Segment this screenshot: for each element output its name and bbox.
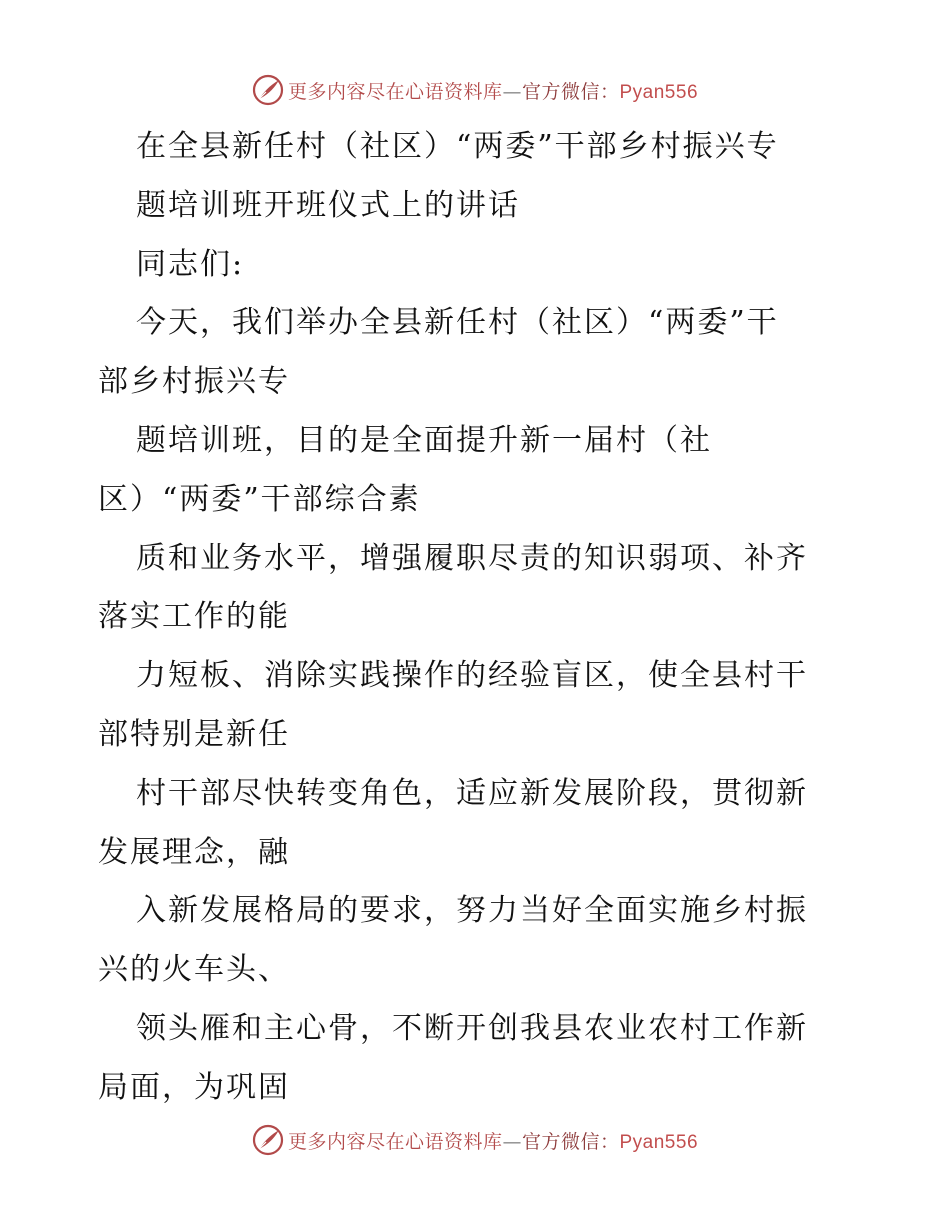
watermark-banner-top (0, 70, 950, 110)
watermark-text (288, 77, 698, 104)
salutation: 同志们: (136, 246, 245, 282)
paragraph-line: 质和业务水平，增强履职尽责的知识弱项、补齐 (136, 540, 808, 576)
watermark-wechat-label: 官方微信： (521, 1130, 620, 1153)
paragraph-line: 今天，我们举办全县新任村（社区）“两委”干 (136, 305, 779, 341)
document-title-line-2: 题培训班开班仪式上的讲话 (136, 187, 520, 223)
watermark-wechat-label: 官方微信： (521, 80, 620, 103)
watermark-dash: — (502, 1130, 522, 1153)
paragraph-line: 题培训班，目的是全面提升新一届村（社 (136, 422, 712, 458)
watermark-banner-bottom (0, 1120, 950, 1160)
watermark-red-text: 更多内容尽在心语资料库 (287, 1130, 503, 1153)
watermark-dash: — (502, 80, 522, 103)
watermark-text (288, 1127, 698, 1154)
paragraph-line: 局面，为巩固 (98, 1069, 290, 1105)
paragraph-line: 发展理念，融 (98, 834, 290, 870)
feather-pen-logo-icon (252, 1124, 284, 1156)
paragraph-line: 区）“两委”干部综合素 (98, 481, 421, 517)
paragraph-line: 落实工作的能 (98, 599, 290, 635)
watermark-wechat-id: Pyan556 (619, 81, 699, 103)
watermark-wechat-id: Pyan556 (619, 1131, 699, 1153)
paragraph-line: 力短板、消除实践操作的经验盲区，使全县村干 (136, 658, 808, 694)
paragraph-line: 部特别是新任 (98, 716, 290, 752)
paragraph-line: 村干部尽快转变角色，适应新发展阶段，贯彻新 (136, 775, 808, 811)
document-body (98, 118, 858, 1118)
watermark-red-text: 更多内容尽在心语资料库 (287, 80, 503, 103)
feather-pen-logo-icon (252, 74, 284, 106)
paragraph-line: 部乡村振兴专 (98, 364, 290, 400)
paragraph-line: 入新发展格局的要求，努力当好全面实施乡村振 (136, 893, 808, 929)
document-title-line-1: 在全县新任村（社区）“两委”干部乡村振兴专 (136, 129, 779, 164)
paragraph-line: 领头雁和主心骨，不断开创我县农业农村工作新 (136, 1010, 808, 1046)
paragraph-line: 兴的火车头、 (98, 952, 290, 988)
